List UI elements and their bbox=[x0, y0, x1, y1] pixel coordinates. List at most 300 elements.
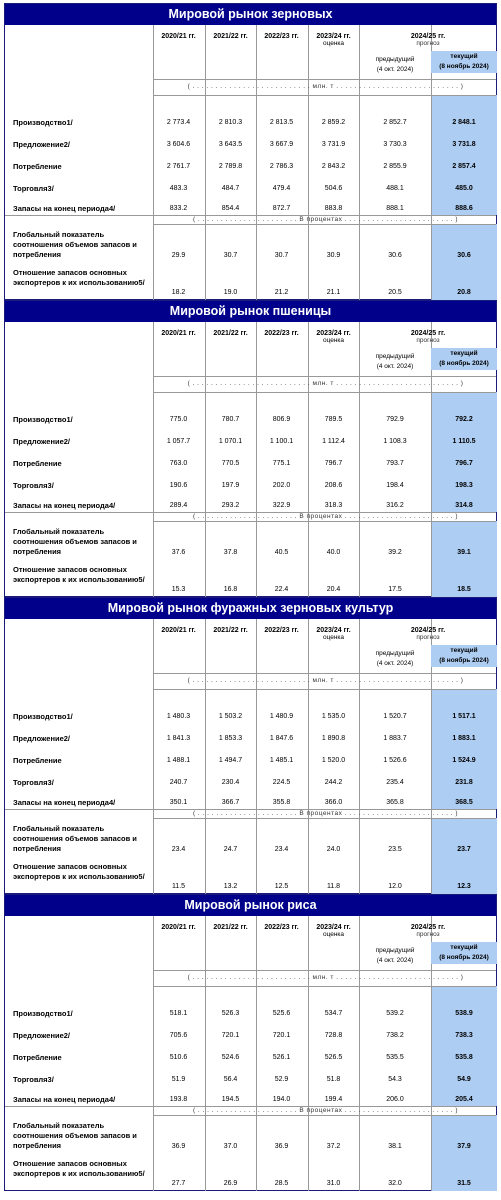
cell-trade: 190.6 bbox=[169, 482, 188, 489]
cell-trade: 485.0 bbox=[455, 185, 473, 192]
cell-production: 526.3 bbox=[221, 1010, 240, 1017]
cell-supply: 1 890.8 bbox=[321, 735, 346, 742]
row-label-stocks: Запасы на конец периода4/ bbox=[13, 501, 116, 510]
current-forecast-header bbox=[431, 645, 497, 667]
cell-supply: 3 667.9 bbox=[269, 141, 294, 148]
cell-consumption: 775.1 bbox=[272, 460, 291, 467]
data-grid bbox=[5, 916, 496, 1191]
cell-stocks: 314.8 bbox=[455, 502, 473, 509]
prev-date: (4 окт. 2024) bbox=[376, 363, 414, 370]
unit-mln-t: ( . . . . . . . . . . . . . . . . . . . . . . . . . . млн. т . . . . . . . . . . . . . . . . . . . . . . . . . . . ) bbox=[187, 380, 464, 387]
cell-exporters-ratio: 13.2 bbox=[223, 883, 238, 890]
cell-trade: 483.3 bbox=[169, 185, 188, 192]
previous-forecast-header bbox=[359, 946, 431, 966]
cell-global-ratio: 30.6 bbox=[457, 252, 471, 259]
cell-production: 780.7 bbox=[221, 416, 240, 423]
forecast-note: прогноз bbox=[416, 931, 440, 938]
cell-stocks: 365.8 bbox=[386, 799, 404, 806]
cell-exporters-ratio: 16.8 bbox=[223, 586, 238, 593]
cell-stocks: 350.1 bbox=[169, 799, 188, 806]
forecast-year: 2024/25 гг. bbox=[410, 627, 446, 634]
cell-supply: 705.6 bbox=[169, 1032, 188, 1039]
row-label-exporters-ratio: Отношение запасов основных экспортеров к их использованию5/ bbox=[13, 862, 145, 881]
year-header bbox=[205, 627, 256, 634]
row-label-production: Производство1/ bbox=[13, 712, 73, 721]
cell-trade: 240.7 bbox=[169, 779, 188, 786]
cell-trade: 56.4 bbox=[223, 1076, 238, 1083]
cell-stocks: 318.3 bbox=[324, 502, 343, 509]
cell-production: 806.9 bbox=[272, 416, 291, 423]
cur-date: (8 ноябрь 2024) bbox=[439, 63, 489, 70]
cell-supply: 1 841.3 bbox=[166, 735, 191, 742]
cell-global-ratio: 38.1 bbox=[388, 1143, 402, 1150]
unit-percent: ( . . . . . . . . . . . . . . . . . . . . . . В процентах . . . . . . . . . . . . . . . . . . . . . . . . ) bbox=[192, 216, 459, 223]
cell-consumption: 2 857.4 bbox=[452, 163, 476, 170]
year-label: 2023/24 гг. bbox=[316, 33, 351, 40]
cell-consumption: 1 488.1 bbox=[166, 757, 191, 764]
row-label-trade: Торговля3/ bbox=[13, 184, 54, 193]
block-title: Мировой рынок фуражных зерновых культур bbox=[5, 598, 496, 619]
cell-exporters-ratio: 12.0 bbox=[388, 883, 402, 890]
cell-trade: 479.4 bbox=[272, 185, 291, 192]
cur-date: (8 ноябрь 2024) bbox=[439, 360, 489, 367]
cell-consumption: 1 485.1 bbox=[269, 757, 294, 764]
estimate-note: оценка bbox=[322, 337, 345, 344]
forecast-note: прогноз bbox=[416, 40, 440, 47]
cell-supply: 3 604.6 bbox=[166, 141, 191, 148]
cell-trade: 484.7 bbox=[221, 185, 240, 192]
cell-consumption: 793.7 bbox=[386, 460, 404, 467]
year-label: 2023/24 гг. bbox=[316, 627, 351, 634]
year-label: 2020/21 гг. bbox=[161, 330, 196, 337]
cell-production: 1 517.1 bbox=[452, 713, 476, 720]
cell-exporters-ratio: 28.5 bbox=[274, 1180, 289, 1187]
prev-date: (4 окт. 2024) bbox=[376, 957, 414, 964]
prev-date: (4 окт. 2024) bbox=[376, 660, 414, 667]
cell-exporters-ratio: 19.0 bbox=[223, 289, 238, 296]
row-label-exporters-ratio: Отношение запасов основных экспортеров к их использованию5/ bbox=[13, 1159, 145, 1178]
cell-exporters-ratio: 11.5 bbox=[171, 883, 186, 890]
unit-percent: ( . . . . . . . . . . . . . . . . . . . . . . В процентах . . . . . . . . . . . . . . . . . . . . . . . . ) bbox=[192, 513, 459, 520]
year-header bbox=[153, 330, 204, 337]
cell-supply: 1 112.4 bbox=[322, 438, 345, 445]
row-label-exporters-ratio: Отношение запасов основных экспортеров к их использованию5/ bbox=[13, 268, 145, 287]
year-header bbox=[153, 924, 204, 931]
row-divider bbox=[153, 818, 496, 819]
year-label: 2021/22 гг. bbox=[213, 33, 248, 40]
cell-global-ratio: 30.9 bbox=[326, 252, 341, 259]
prev-date: (4 окт. 2024) bbox=[376, 66, 414, 73]
row-label-trade: Торговля3/ bbox=[13, 778, 54, 787]
cell-stocks: 854.4 bbox=[221, 205, 240, 212]
row-label-supply: Предложение2/ bbox=[13, 734, 71, 743]
cell-production: 775.0 bbox=[169, 416, 188, 423]
row-label-stocks: Запасы на конец периода4/ bbox=[13, 1095, 116, 1104]
year-header bbox=[205, 33, 256, 40]
cell-consumption: 526.1 bbox=[272, 1054, 291, 1061]
cell-stocks: 833.2 bbox=[169, 205, 188, 212]
cell-trade: 488.1 bbox=[386, 185, 404, 192]
cell-supply: 728.8 bbox=[324, 1032, 343, 1039]
year-label: 2020/21 гг. bbox=[161, 33, 196, 40]
year-header bbox=[308, 627, 359, 641]
row-label-production: Производство1/ bbox=[13, 1009, 73, 1018]
row-label-global-ratio: Глобальный показатель соотношения объемов запасов и потребления bbox=[13, 527, 137, 556]
cell-trade: 244.2 bbox=[324, 779, 343, 786]
row-label-production: Производство1/ bbox=[13, 118, 73, 127]
current-column-highlight bbox=[431, 95, 497, 215]
row-divider bbox=[153, 1115, 496, 1116]
cell-consumption: 535.5 bbox=[386, 1054, 404, 1061]
cell-exporters-ratio: 12.3 bbox=[457, 883, 471, 890]
cell-exporters-ratio: 21.1 bbox=[326, 289, 341, 296]
current-forecast-header bbox=[431, 942, 497, 964]
cell-production: 2 859.2 bbox=[321, 119, 346, 126]
block-title: Мировой рынок риса bbox=[5, 895, 496, 916]
year-label: 2023/24 гг. bbox=[316, 924, 351, 931]
cell-consumption: 1 524.9 bbox=[452, 757, 476, 764]
year-label: 2021/22 гг. bbox=[213, 627, 248, 634]
cell-trade: 51.8 bbox=[326, 1076, 341, 1083]
cell-exporters-ratio: 31.0 bbox=[326, 1180, 341, 1187]
cell-global-ratio: 24.7 bbox=[223, 846, 238, 853]
cell-consumption: 524.6 bbox=[221, 1054, 240, 1061]
cell-trade: 230.4 bbox=[221, 779, 240, 786]
cell-exporters-ratio: 20.8 bbox=[457, 289, 471, 296]
current-column-highlight bbox=[431, 986, 497, 1106]
forecast-year: 2024/25 гг. bbox=[410, 330, 446, 337]
cell-supply: 720.1 bbox=[221, 1032, 240, 1039]
cell-consumption: 2 761.7 bbox=[166, 163, 191, 170]
cell-production: 2 848.1 bbox=[452, 119, 476, 126]
cell-global-ratio: 24.0 bbox=[326, 846, 341, 853]
year-header bbox=[256, 627, 307, 634]
cell-exporters-ratio: 12.5 bbox=[274, 883, 289, 890]
data-grid bbox=[5, 322, 496, 597]
year-label: 2020/21 гг. bbox=[161, 924, 196, 931]
cell-stocks: 322.9 bbox=[272, 502, 291, 509]
cell-stocks: 194.5 bbox=[221, 1096, 240, 1103]
row-label-stocks: Запасы на конец периода4/ bbox=[13, 798, 116, 807]
cell-stocks: 293.2 bbox=[221, 502, 240, 509]
cell-stocks: 194.0 bbox=[272, 1096, 291, 1103]
cell-trade: 54.3 bbox=[388, 1076, 402, 1083]
current-column-highlight bbox=[431, 392, 497, 512]
cell-global-ratio: 30.6 bbox=[388, 252, 402, 259]
cell-exporters-ratio: 18.5 bbox=[457, 586, 471, 593]
forecast-year: 2024/25 гг. bbox=[410, 924, 446, 931]
year-header bbox=[256, 33, 307, 40]
cell-global-ratio: 36.9 bbox=[274, 1143, 289, 1150]
cur-label: текущий bbox=[450, 647, 478, 654]
cell-stocks: 355.8 bbox=[272, 799, 291, 806]
cell-production: 2 773.4 bbox=[166, 119, 191, 126]
year-label: 2021/22 гг. bbox=[213, 330, 248, 337]
cell-consumption: 2 786.3 bbox=[269, 163, 294, 170]
unit-mln-t: ( . . . . . . . . . . . . . . . . . . . . . . . . . . млн. т . . . . . . . . . . . . . . . . . . . . . . . . . . . ) bbox=[187, 83, 464, 90]
cell-trade: 198.4 bbox=[386, 482, 404, 489]
year-header bbox=[205, 924, 256, 931]
cell-consumption: 2 789.8 bbox=[218, 163, 243, 170]
data-grid bbox=[5, 25, 496, 300]
row-label-production: Производство1/ bbox=[13, 415, 73, 424]
cell-global-ratio: 40.5 bbox=[274, 549, 289, 556]
row-label-supply: Предложение2/ bbox=[13, 140, 71, 149]
row-divider bbox=[153, 673, 496, 674]
cell-production: 539.2 bbox=[386, 1010, 404, 1017]
cell-stocks: 205.4 bbox=[455, 1096, 473, 1103]
forecast-header bbox=[359, 924, 497, 938]
year-header bbox=[308, 33, 359, 47]
cur-label: текущий bbox=[450, 350, 478, 357]
cell-consumption: 1 526.6 bbox=[383, 757, 407, 764]
estimate-note: оценка bbox=[322, 40, 345, 47]
cell-global-ratio: 36.9 bbox=[171, 1143, 186, 1150]
cell-exporters-ratio: 20.5 bbox=[388, 289, 402, 296]
forecast-header bbox=[359, 627, 497, 641]
cell-stocks: 368.5 bbox=[455, 799, 473, 806]
unit-percent: ( . . . . . . . . . . . . . . . . . . . . . . В процентах . . . . . . . . . . . . . . . . . . . . . . . . ) bbox=[192, 1107, 459, 1114]
year-label: 2022/23 гг. bbox=[264, 627, 299, 634]
current-forecast-header bbox=[431, 348, 497, 370]
row-divider bbox=[153, 986, 496, 987]
forecast-note: прогноз bbox=[416, 337, 440, 344]
cell-trade: 52.9 bbox=[274, 1076, 289, 1083]
data-grid bbox=[5, 619, 496, 894]
cell-supply: 1 108.3 bbox=[383, 438, 407, 445]
cell-exporters-ratio: 26.9 bbox=[223, 1180, 238, 1187]
cell-stocks: 289.4 bbox=[169, 502, 188, 509]
row-label-supply: Предложение2/ bbox=[13, 437, 71, 446]
cur-date: (8 ноябрь 2024) bbox=[439, 657, 489, 664]
cell-stocks: 366.7 bbox=[221, 799, 240, 806]
cell-global-ratio: 39.1 bbox=[457, 549, 471, 556]
cell-stocks: 888.1 bbox=[386, 205, 404, 212]
cell-global-ratio: 37.8 bbox=[223, 549, 238, 556]
cell-production: 1 535.0 bbox=[321, 713, 346, 720]
cell-stocks: 199.4 bbox=[324, 1096, 343, 1103]
year-header bbox=[205, 330, 256, 337]
cell-global-ratio: 37.0 bbox=[223, 1143, 238, 1150]
unit-mln-t: ( . . . . . . . . . . . . . . . . . . . . . . . . . . млн. т . . . . . . . . . . . . . . . . . . . . . . . . . . . ) bbox=[187, 677, 464, 684]
market-table-block bbox=[4, 300, 497, 597]
block-title: Мировой рынок пшеницы bbox=[5, 301, 496, 322]
cell-exporters-ratio: 17.5 bbox=[388, 586, 402, 593]
cell-production: 1 480.3 bbox=[166, 713, 191, 720]
row-label-trade: Торговля3/ bbox=[13, 481, 54, 490]
current-column-highlight bbox=[431, 689, 497, 809]
cell-global-ratio: 39.2 bbox=[388, 549, 402, 556]
prev-label: предыдущий bbox=[375, 56, 415, 63]
cell-consumption: 796.7 bbox=[455, 460, 473, 467]
year-label: 2022/23 гг. bbox=[264, 924, 299, 931]
cell-trade: 235.4 bbox=[386, 779, 404, 786]
cell-supply: 3 731.8 bbox=[452, 141, 476, 148]
cell-consumption: 526.5 bbox=[324, 1054, 343, 1061]
year-label: 2022/23 гг. bbox=[264, 330, 299, 337]
cell-global-ratio: 23.4 bbox=[171, 846, 186, 853]
cell-production: 1 480.9 bbox=[269, 713, 294, 720]
year-header bbox=[153, 33, 204, 40]
row-label-consumption: Потребление bbox=[13, 1053, 62, 1062]
cell-production: 792.9 bbox=[386, 416, 404, 423]
cell-exporters-ratio: 21.2 bbox=[274, 289, 289, 296]
cell-supply: 1 070.1 bbox=[218, 438, 243, 445]
cell-supply: 3 731.9 bbox=[321, 141, 346, 148]
cell-consumption: 1 494.7 bbox=[218, 757, 243, 764]
cell-global-ratio: 23.4 bbox=[274, 846, 289, 853]
cell-production: 534.7 bbox=[324, 1010, 343, 1017]
row-divider bbox=[153, 79, 496, 80]
cell-supply: 738.3 bbox=[455, 1032, 473, 1039]
market-table-block bbox=[4, 894, 497, 1191]
cell-global-ratio: 40.0 bbox=[326, 549, 341, 556]
cell-trade: 202.0 bbox=[272, 482, 291, 489]
row-label-global-ratio: Глобальный показатель соотношения объемов запасов и потребления bbox=[13, 230, 137, 259]
cell-supply: 738.2 bbox=[386, 1032, 404, 1039]
cell-exporters-ratio: 31.5 bbox=[457, 1180, 471, 1187]
cell-global-ratio: 30.7 bbox=[223, 252, 238, 259]
cur-label: текущий bbox=[450, 944, 478, 951]
cell-production: 2 813.5 bbox=[269, 119, 294, 126]
year-label: 2020/21 гг. bbox=[161, 627, 196, 634]
current-forecast-header bbox=[431, 51, 497, 73]
row-divider bbox=[153, 970, 496, 971]
year-header bbox=[153, 627, 204, 634]
cell-global-ratio: 29.9 bbox=[171, 252, 186, 259]
cell-stocks: 193.8 bbox=[169, 1096, 188, 1103]
cell-supply: 1 100.1 bbox=[269, 438, 294, 445]
cell-global-ratio: 37.9 bbox=[457, 1143, 471, 1150]
cell-production: 2 852.7 bbox=[383, 119, 407, 126]
cell-consumption: 796.7 bbox=[324, 460, 343, 467]
row-label-consumption: Потребление bbox=[13, 459, 62, 468]
cell-consumption: 535.8 bbox=[455, 1054, 473, 1061]
estimate-note: оценка bbox=[322, 931, 345, 938]
cell-trade: 197.9 bbox=[221, 482, 240, 489]
cell-production: 518.1 bbox=[169, 1010, 188, 1017]
cell-exporters-ratio: 32.0 bbox=[388, 1180, 402, 1187]
cell-production: 1 503.2 bbox=[218, 713, 243, 720]
row-divider bbox=[153, 224, 496, 225]
cell-consumption: 2 843.2 bbox=[321, 163, 346, 170]
cell-global-ratio: 37.2 bbox=[326, 1143, 341, 1150]
cell-exporters-ratio: 18.2 bbox=[171, 289, 186, 296]
row-label-supply: Предложение2/ bbox=[13, 1031, 71, 1040]
row-divider bbox=[153, 95, 496, 96]
cell-consumption: 510.6 bbox=[169, 1054, 188, 1061]
cell-stocks: 872.7 bbox=[272, 205, 291, 212]
cell-trade: 208.6 bbox=[324, 482, 343, 489]
year-header bbox=[308, 924, 359, 938]
cell-supply: 720.1 bbox=[272, 1032, 291, 1039]
cell-supply: 1 853.3 bbox=[218, 735, 243, 742]
market-table-block bbox=[4, 597, 497, 894]
cell-global-ratio: 23.5 bbox=[388, 846, 402, 853]
cell-supply: 1 110.5 bbox=[452, 438, 476, 445]
year-header bbox=[256, 924, 307, 931]
cell-supply: 1 883.1 bbox=[452, 735, 476, 742]
cur-date: (8 ноябрь 2024) bbox=[439, 954, 489, 961]
cell-production: 792.2 bbox=[455, 416, 473, 423]
cell-exporters-ratio: 22.4 bbox=[274, 586, 289, 593]
row-label-stocks: Запасы на конец периода4/ bbox=[13, 204, 116, 213]
cell-supply: 1 057.7 bbox=[166, 438, 191, 445]
row-label-consumption: Потребление bbox=[13, 162, 62, 171]
cell-supply: 3 643.5 bbox=[218, 141, 243, 148]
cell-production: 789.5 bbox=[324, 416, 343, 423]
previous-forecast-header bbox=[359, 649, 431, 669]
cell-supply: 1 847.6 bbox=[269, 735, 294, 742]
unit-mln-t: ( . . . . . . . . . . . . . . . . . . . . . . . . . . млн. т . . . . . . . . . . . . . . . . . . . . . . . . . . . ) bbox=[187, 974, 464, 981]
cell-trade: 51.9 bbox=[171, 1076, 186, 1083]
cell-stocks: 888.6 bbox=[455, 205, 473, 212]
prev-label: предыдущий bbox=[375, 947, 415, 954]
cell-consumption: 770.5 bbox=[221, 460, 240, 467]
forecast-year: 2024/25 гг. bbox=[410, 33, 446, 40]
block-title: Мировой рынок зерновых bbox=[5, 4, 496, 25]
row-divider bbox=[153, 392, 496, 393]
forecast-header bbox=[359, 33, 497, 47]
prev-label: предыдущий bbox=[375, 353, 415, 360]
forecast-header bbox=[359, 330, 497, 344]
unit-percent: ( . . . . . . . . . . . . . . . . . . . . . . В процентах . . . . . . . . . . . . . . . . . . . . . . . . ) bbox=[192, 810, 459, 817]
cell-consumption: 763.0 bbox=[169, 460, 188, 467]
cell-consumption: 2 855.9 bbox=[383, 163, 407, 170]
forecast-note: прогноз bbox=[416, 634, 440, 641]
cell-stocks: 316.2 bbox=[386, 502, 404, 509]
cell-exporters-ratio: 27.7 bbox=[171, 1180, 186, 1187]
cell-trade: 224.5 bbox=[272, 779, 291, 786]
cur-label: текущий bbox=[450, 53, 478, 60]
row-label-global-ratio: Глобальный показатель соотношения объемов запасов и потребления bbox=[13, 1121, 137, 1150]
cell-production: 2 810.3 bbox=[218, 119, 243, 126]
row-divider bbox=[153, 521, 496, 522]
year-label: 2022/23 гг. bbox=[264, 33, 299, 40]
cell-trade: 198.3 bbox=[455, 482, 473, 489]
market-table-block bbox=[4, 3, 497, 300]
year-header bbox=[256, 330, 307, 337]
prev-label: предыдущий bbox=[375, 650, 415, 657]
cell-supply: 3 730.3 bbox=[383, 141, 407, 148]
cell-consumption: 1 520.0 bbox=[321, 757, 346, 764]
cell-production: 538.9 bbox=[455, 1010, 473, 1017]
year-header bbox=[308, 330, 359, 344]
cell-exporters-ratio: 11.8 bbox=[326, 883, 341, 890]
cell-exporters-ratio: 20.4 bbox=[326, 586, 341, 593]
cell-trade: 504.6 bbox=[324, 185, 343, 192]
cell-stocks: 883.8 bbox=[324, 205, 343, 212]
row-divider bbox=[153, 376, 496, 377]
row-label-global-ratio: Глобальный показатель соотношения объемов запасов и потребления bbox=[13, 824, 137, 853]
cell-production: 525.6 bbox=[272, 1010, 291, 1017]
row-divider bbox=[153, 689, 496, 690]
row-label-exporters-ratio: Отношение запасов основных экспортеров к их использованию5/ bbox=[13, 565, 145, 584]
row-label-consumption: Потребление bbox=[13, 756, 62, 765]
year-label: 2021/22 гг. bbox=[213, 924, 248, 931]
cell-stocks: 206.0 bbox=[386, 1096, 404, 1103]
cell-production: 1 520.7 bbox=[383, 713, 407, 720]
previous-forecast-header bbox=[359, 352, 431, 372]
cell-trade: 231.8 bbox=[455, 779, 473, 786]
cell-stocks: 366.0 bbox=[324, 799, 343, 806]
cell-global-ratio: 23.7 bbox=[457, 846, 471, 853]
year-label: 2023/24 гг. bbox=[316, 330, 351, 337]
cell-global-ratio: 37.6 bbox=[171, 549, 186, 556]
cell-global-ratio: 30.7 bbox=[274, 252, 289, 259]
previous-forecast-header bbox=[359, 55, 431, 75]
estimate-note: оценка bbox=[322, 634, 345, 641]
